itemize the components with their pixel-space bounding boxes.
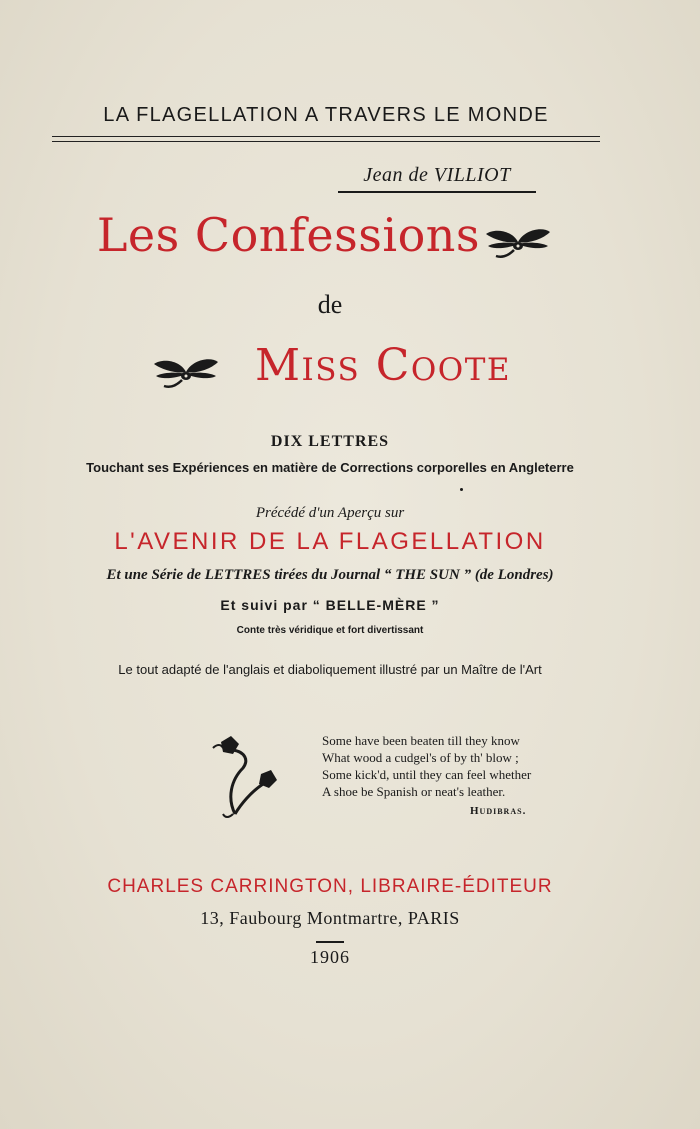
adaptation-note: Le tout adapté de l'anglais et diaboliquement illustré par un Maître de l'Art — [118, 662, 542, 677]
dragonfly-icon — [150, 354, 222, 394]
double-rule — [52, 136, 600, 142]
avenir-heading: L'AVENIR DE LA FLAGELLATION — [114, 528, 546, 555]
poem-line: Some kick'd, until they can feel whether — [322, 767, 532, 782]
series-title: LA FLAGELLATION A TRAVERS LE MONDE — [103, 104, 549, 126]
letters-series: Et une Série de LETTRES tirées du Journal “ THE SUN ” (de Londres) — [106, 567, 554, 583]
poem-line: Some have been beaten till they know — [322, 733, 520, 748]
poem-line: What wood a cudgel's of by th' blow ; — [322, 750, 519, 765]
followed-by: Et suivi par “ BELLE-MÈRE ” — [220, 597, 440, 613]
dragonfly-icon — [482, 224, 554, 264]
publication-year: 1906 — [310, 947, 350, 967]
main-title-line2: Miss Coote — [255, 340, 512, 391]
subtitle: DIX LETTRES — [270, 433, 390, 450]
tale-description: Conte très véridique et fort divertissant — [236, 625, 424, 636]
poem-line: A shoe be Spanish or neat's leather. — [322, 784, 506, 799]
ink-dot — [460, 488, 463, 491]
epigraph-poem — [322, 732, 622, 800]
title-de: de — [317, 290, 343, 319]
description: Touchant ses Expériences en matière de Corrections corporelles en Angleterre — [86, 460, 574, 475]
publisher: CHARLES CARRINGTON, LIBRAIRE-ÉDITEUR — [107, 876, 553, 897]
publisher-address: 13, Faubourg Montmartre, PARIS — [200, 908, 460, 928]
main-title-line1: Les Confessions — [96, 208, 480, 262]
author-name: Jean de VILLIOT — [338, 164, 536, 193]
flower-ornament-icon — [205, 732, 285, 822]
epigraph-source: Hudibras. — [470, 805, 527, 817]
short-rule — [316, 941, 344, 943]
preceded-by: Précédé d'un Aperçu sur — [255, 505, 405, 521]
